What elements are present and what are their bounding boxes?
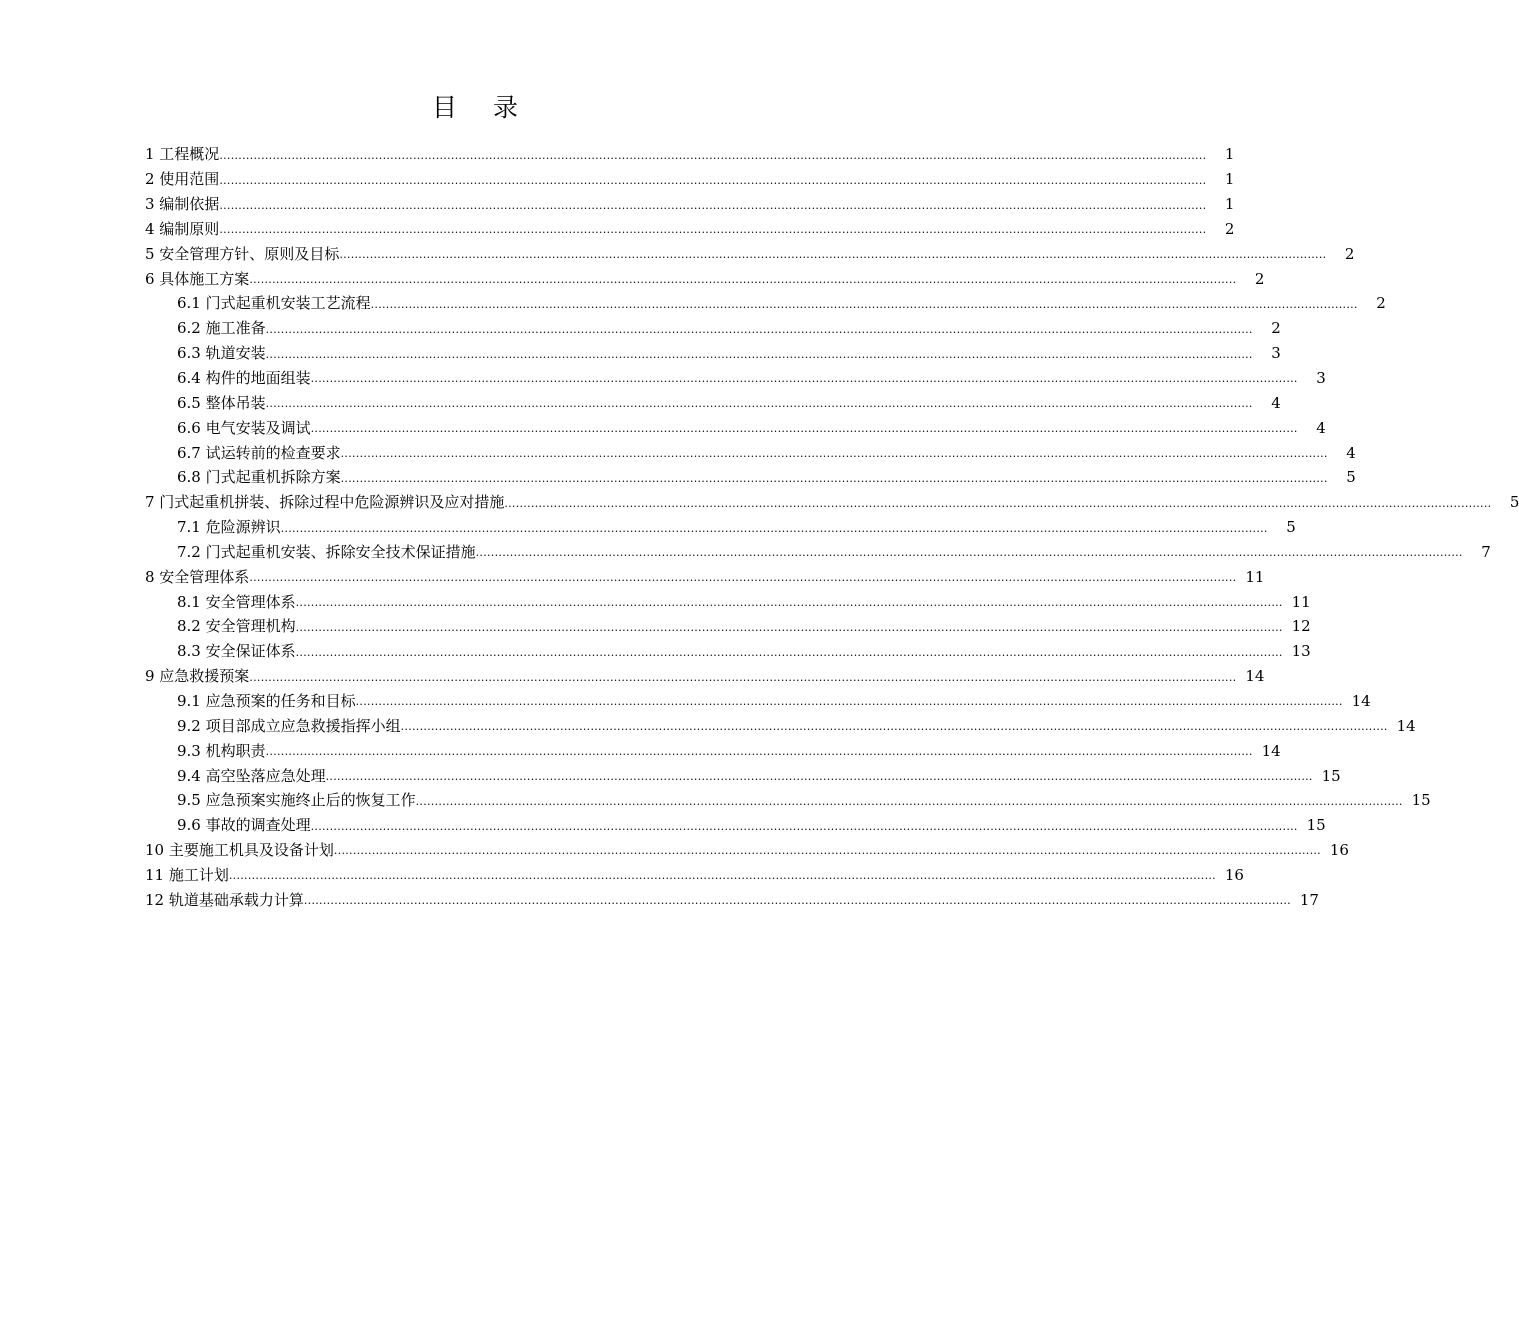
toc-entry-page-number: 2 <box>1224 219 1235 238</box>
toc-entry-page-number: 15 <box>1321 766 1341 785</box>
toc-entry[interactable] <box>0 738 1281 763</box>
toc-entry[interactable] <box>0 465 1356 490</box>
toc-entry-page-number: 2 <box>1254 269 1265 288</box>
toc-entry-label: 6 具体施工方案 <box>145 269 250 288</box>
toc-entry-page-number: 14 <box>1396 716 1416 735</box>
toc-entry-page-number: 4 <box>1316 418 1326 437</box>
toc-dot-leader: .................................................................................................................................................................................................................................................................... <box>249 273 1237 287</box>
toc-entry-label: 8.1 安全管理体系 <box>177 592 296 611</box>
toc-entry[interactable] <box>0 316 1281 341</box>
toc-dot-leader: .................................................................................................................................................................................................................................................................... <box>295 645 1283 659</box>
toc-dot-leader: .................................................................................................................................................................................................................................................................... <box>219 198 1207 212</box>
toc-entry-label: 9.4 高空坠落应急处理 <box>177 766 326 785</box>
toc-dot-leader: .................................................................................................................................................................................................................................................................... <box>219 148 1207 162</box>
toc-entry[interactable] <box>0 589 1311 614</box>
toc-dot-leader: .................................................................................................................................................................................................................................................................... <box>295 620 1283 634</box>
toc-entry-page-number: 5 <box>1286 518 1296 537</box>
toc-dot-leader: .................................................................................................................................................................................................................................................................... <box>265 397 1253 411</box>
toc-dot-leader: .................................................................................................................................................................................................................................................................... <box>504 496 1492 510</box>
toc-dot-leader: .................................................................................................................................................................................................................................................................... <box>303 894 1291 908</box>
toc-entry-page-number: 5 <box>1509 493 1519 512</box>
toc-dot-leader: .................................................................................................................................................................................................................................................................... <box>355 695 1343 709</box>
toc-entry-label: 7 门式起重机拼装、拆除过程中危险源辨识及应对措施 <box>145 493 505 512</box>
toc-entry-page-number: 2 <box>1344 244 1355 263</box>
toc-entry-page-number: 2 <box>1271 319 1281 338</box>
toc-dot-leader: .................................................................................................................................................................................................................................................................... <box>265 745 1253 759</box>
toc-dot-leader: .................................................................................................................................................................................................................................................................... <box>340 446 1328 460</box>
toc-entry[interactable] <box>0 713 1416 738</box>
toc-entry-page-number: 4 <box>1271 393 1281 412</box>
toc-entry[interactable] <box>0 366 1326 391</box>
toc-dot-leader: .................................................................................................................................................................................................................................................................... <box>280 521 1268 535</box>
toc-entry[interactable] <box>0 490 1519 515</box>
toc-entry-label: 6.5 整体吊装 <box>177 393 266 412</box>
toc-entry-label: 12 轨道基础承载力计算 <box>145 890 304 909</box>
toc-entry-page-number: 3 <box>1271 344 1281 363</box>
toc-entry-label: 6.4 构件的地面组装 <box>177 369 311 388</box>
toc-dot-leader: .................................................................................................................................................................................................................................................................... <box>295 596 1283 610</box>
toc-entry-page-number: 11 <box>1291 592 1311 611</box>
toc-entry-label: 11 施工计划 <box>145 865 229 884</box>
toc-entry-label: 8.2 安全管理机构 <box>177 617 296 636</box>
toc-dot-leader: .................................................................................................................................................................................................................................................................... <box>325 769 1313 783</box>
toc-dot-leader: .................................................................................................................................................................................................................................................................... <box>370 297 1358 311</box>
toc-dot-leader: .................................................................................................................................................................................................................................................................... <box>265 347 1253 361</box>
toc-dot-leader: .................................................................................................................................................................................................................................................................... <box>228 869 1216 883</box>
toc-entry-page-number: 15 <box>1411 791 1431 810</box>
toc-dot-leader: .................................................................................................................................................................................................................................................................... <box>339 248 1327 262</box>
toc-entry-label: 10 主要施工机具及设备计划 <box>145 841 334 860</box>
toc-entry-page-number: 1 <box>1224 145 1235 164</box>
toc-dot-leader: .................................................................................................................................................................................................................................................................... <box>310 819 1298 833</box>
toc-dot-leader: .................................................................................................................................................................................................................................................................... <box>219 173 1207 187</box>
toc-entry-page-number: 4 <box>1346 443 1356 462</box>
toc-entry-label: 9 应急救援预案 <box>145 667 250 686</box>
toc-entry[interactable] <box>0 862 1244 887</box>
toc-entry[interactable] <box>0 515 1296 540</box>
toc-dot-leader: .................................................................................................................................................................................................................................................................... <box>219 223 1207 237</box>
toc-entry[interactable] <box>0 390 1281 415</box>
toc-entry-label: 7.1 危险源辨识 <box>177 518 281 537</box>
toc-entry-page-number: 5 <box>1346 468 1356 487</box>
toc-entry[interactable] <box>0 564 1265 589</box>
toc-entry[interactable] <box>0 142 1235 167</box>
toc-entry-label: 3 编制依据 <box>145 195 220 214</box>
toc-entry[interactable] <box>0 838 1349 863</box>
toc-dot-leader: .................................................................................................................................................................................................................................................................... <box>310 422 1298 436</box>
toc-entry[interactable] <box>0 813 1326 838</box>
toc-entry-page-number: 14 <box>1351 691 1371 710</box>
toc-entry-page-number: 17 <box>1299 890 1319 909</box>
toc-entry-label: 5 安全管理方针、原则及目标 <box>145 244 340 263</box>
toc-entry[interactable] <box>0 217 1235 242</box>
toc-entry-label: 6.1 门式起重机安装工艺流程 <box>177 294 371 313</box>
toc-entry-label: 6.8 门式起重机拆除方案 <box>177 468 341 487</box>
toc-dot-leader: .................................................................................................................................................................................................................................................................... <box>249 670 1237 684</box>
toc-entry[interactable] <box>0 788 1431 813</box>
toc-entry-label: 6.2 施工准备 <box>177 319 266 338</box>
toc-entry-label: 9.3 机构职责 <box>177 741 266 760</box>
toc-entry[interactable] <box>0 266 1265 291</box>
toc-entry[interactable] <box>0 341 1281 366</box>
toc-entry-label: 9.5 应急预案实施终止后的恢复工作 <box>177 791 416 810</box>
toc-entry-page-number: 7 <box>1481 542 1491 561</box>
toc-entry-label: 6.6 电气安装及调试 <box>177 418 311 437</box>
toc-entry-page-number: 16 <box>1329 841 1349 860</box>
toc-entry-label: 6.3 轨道安装 <box>177 344 266 363</box>
toc-entry-label: 1 工程概况 <box>145 145 220 164</box>
toc-entry[interactable] <box>0 440 1356 465</box>
toc-entry-page-number: 11 <box>1245 567 1265 586</box>
toc-entry[interactable] <box>0 664 1265 689</box>
toc-entry-label: 7.2 门式起重机安装、拆除安全技术保证措施 <box>177 542 476 561</box>
toc-dot-leader: .................................................................................................................................................................................................................................................................... <box>310 372 1298 386</box>
toc-entry-page-number: 13 <box>1291 642 1311 661</box>
toc-entry[interactable] <box>0 192 1235 217</box>
toc-entry[interactable] <box>0 689 1371 714</box>
toc-entry-label: 6.7 试运转前的检查要求 <box>177 443 341 462</box>
toc-entry-page-number: 3 <box>1316 369 1326 388</box>
toc-entry-label: 8 安全管理体系 <box>145 567 250 586</box>
toc-entry-page-number: 16 <box>1224 865 1244 884</box>
toc-entry-label: 4 编制原则 <box>145 219 220 238</box>
toc-entry[interactable] <box>0 614 1311 639</box>
toc-list <box>0 142 1519 912</box>
toc-dot-leader: .................................................................................................................................................................................................................................................................... <box>265 322 1253 336</box>
toc-dot-leader: .................................................................................................................................................................................................................................................................... <box>415 794 1403 808</box>
toc-dot-leader: .................................................................................................................................................................................................................................................................... <box>249 571 1237 585</box>
toc-entry-page-number: 2 <box>1376 294 1386 313</box>
toc-entry[interactable] <box>0 241 1355 266</box>
toc-entry-page-number: 14 <box>1261 741 1281 760</box>
toc-entry-page-number: 15 <box>1306 816 1326 835</box>
toc-dot-leader: .................................................................................................................................................................................................................................................................... <box>400 720 1388 734</box>
toc-entry-page-number: 1 <box>1224 195 1235 214</box>
toc-title: 目 录 <box>432 93 532 122</box>
toc-entry-label: 8.3 安全保证体系 <box>177 642 296 661</box>
toc-entry[interactable] <box>0 291 1386 316</box>
toc-entry[interactable] <box>0 540 1491 565</box>
toc-entry[interactable] <box>0 167 1235 192</box>
toc-entry[interactable] <box>0 763 1341 788</box>
toc-entry-page-number: 1 <box>1224 170 1235 189</box>
toc-entry-page-number: 12 <box>1291 617 1311 636</box>
toc-dot-leader: .................................................................................................................................................................................................................................................................... <box>333 844 1321 858</box>
toc-entry[interactable] <box>0 639 1311 664</box>
toc-entry-label: 2 使用范围 <box>145 170 220 189</box>
toc-entry-label: 9.2 项目部成立应急救援指挥小组 <box>177 716 401 735</box>
toc-entry-page-number: 14 <box>1245 667 1265 686</box>
toc-entry-label: 9.1 应急预案的任务和目标 <box>177 691 356 710</box>
toc-entry[interactable] <box>0 415 1326 440</box>
toc-entry-label: 9.6 事故的调查处理 <box>177 816 311 835</box>
toc-dot-leader: .................................................................................................................................................................................................................................................................... <box>475 546 1463 560</box>
toc-entry[interactable] <box>0 887 1319 912</box>
toc-dot-leader: .................................................................................................................................................................................................................................................................... <box>340 471 1328 485</box>
